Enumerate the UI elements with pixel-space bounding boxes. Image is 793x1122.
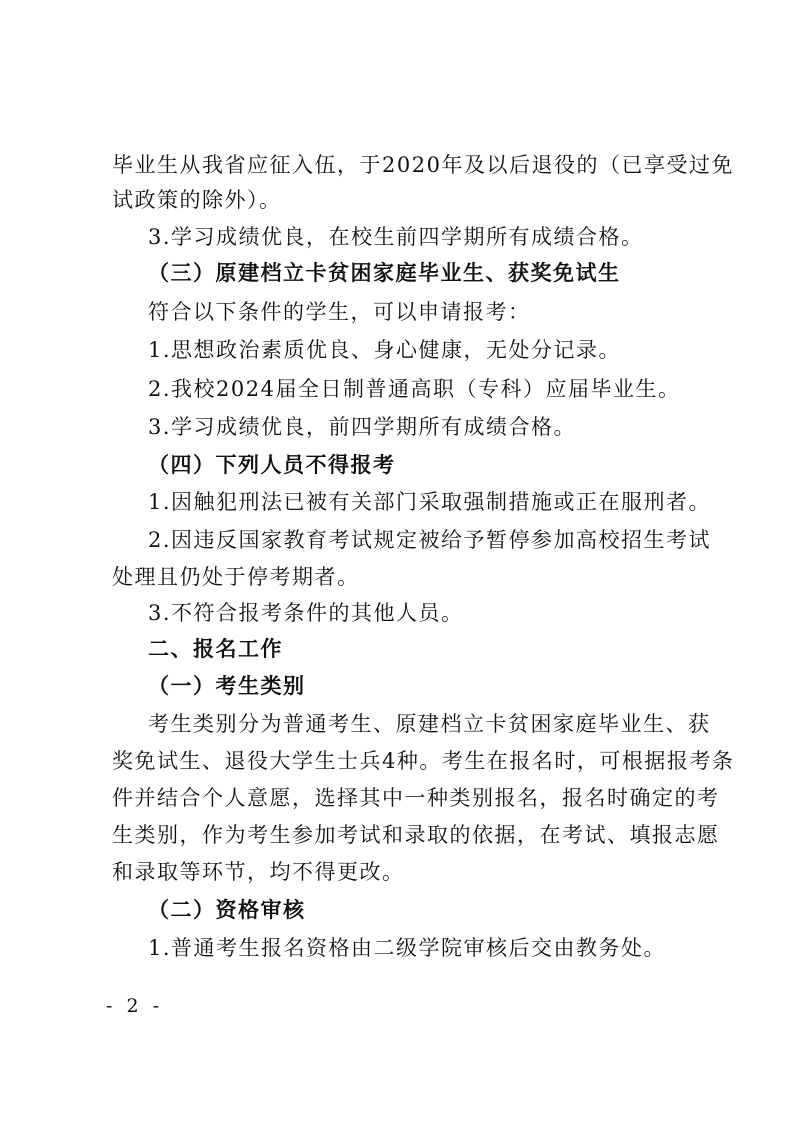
paragraph-line: 3.学习成绩优良，前四学期所有成绩合格。: [148, 415, 577, 439]
paragraph-line: 2.因违反国家教育考试规定被给予暂停参加高校招生考试: [148, 528, 712, 552]
paragraph-line: 毕业生从我省应征入伍，于2020年及以后退役的（已享受过免: [112, 153, 734, 177]
paragraph-line: 和录取等环节，均不得更改。: [112, 860, 405, 884]
paragraph-line: 1.思想政治素质优良、身心健康，无处分记录。: [148, 338, 622, 362]
paragraph-line: 3.不符合报考条件的其他人员。: [148, 601, 464, 625]
paragraph-line: 符合以下条件的学生，可以申请报考：: [148, 300, 531, 324]
section-heading: （四）下列人员不得报考: [148, 452, 396, 477]
section-heading: （二）资格审核: [148, 897, 306, 922]
paragraph-line: 考生类别分为普通考生、原建档立卡贫困家庭毕业生、获: [148, 712, 711, 736]
paragraph-line: 件并结合个人意愿，选择其中一种类别报名，报名时确定的考: [112, 786, 720, 810]
section-heading: （三）原建档立卡贫困家庭毕业生、获奖免试生: [148, 260, 621, 285]
paragraph-line: 2.我校2024届全日制普通高职（专科）应届毕业生。: [148, 377, 681, 401]
paragraph-line: 1.普通考生报名资格由二级学院审核后交由教务处。: [148, 936, 667, 960]
paragraph-line: 奖免试生、退役大学生士兵4种。考生在报名时，可根据报考条: [112, 749, 735, 773]
paragraph-line: 生类别，作为考生参加考试和录取的依据，在考试、填报志愿: [112, 823, 720, 847]
paragraph-line: 试政策的除外）。: [112, 188, 282, 212]
paragraph-line: 处理且仍处于停考期者。: [112, 565, 360, 589]
paragraph-line: 1.因触犯刑法已被有关部门采取强制措施或正在服刑者。: [148, 490, 712, 514]
chapter-heading: 二、报名工作: [148, 637, 283, 661]
paragraph-line: 3.学习成绩优良，在校生前四学期所有成绩合格。: [148, 225, 644, 249]
section-heading: （一）考生类别: [148, 673, 306, 698]
page-number: - 2 -: [106, 995, 164, 1017]
